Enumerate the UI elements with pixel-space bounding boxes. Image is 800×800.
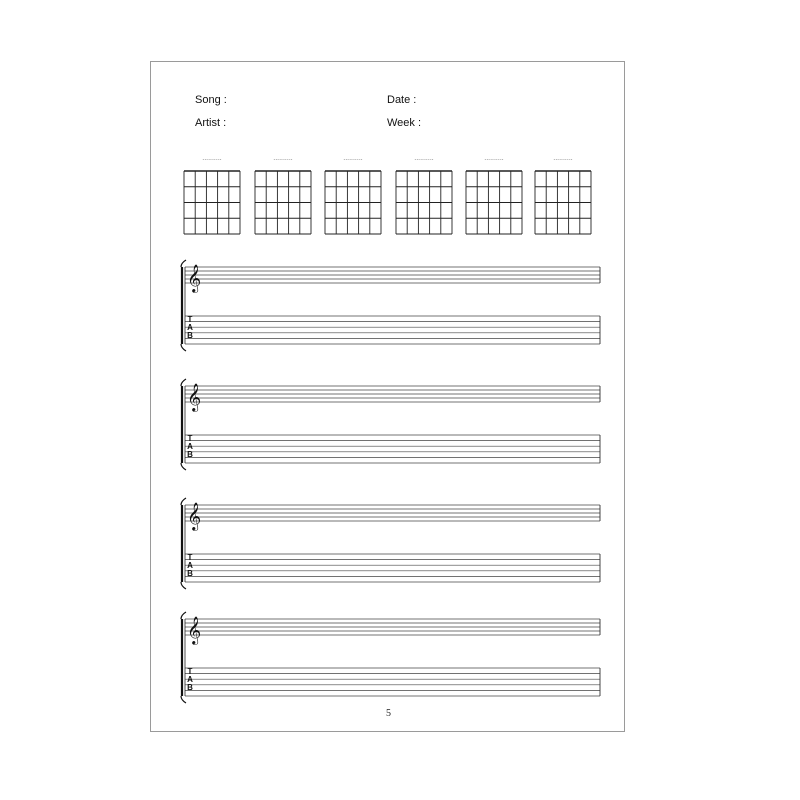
chord-box [535, 155, 591, 234]
staff-system [181, 379, 600, 470]
week-label: Week : [387, 117, 422, 129]
tab-letter: T [187, 553, 193, 562]
treble-clef-icon: 𝄞 [187, 383, 202, 411]
tab-letter: A [187, 323, 193, 332]
bracket-top-hook [181, 260, 186, 267]
tab-letter: B [187, 331, 193, 340]
songbook-page [150, 61, 625, 732]
artist-label: Artist : [195, 117, 227, 129]
staff-system [181, 498, 600, 589]
staff-system [181, 260, 600, 351]
chord-name-placeholder: .......... [414, 155, 434, 162]
bracket-top-hook [181, 612, 186, 619]
tab-letter: T [187, 315, 193, 324]
chord-box [325, 155, 381, 234]
bracket-top-hook [181, 498, 186, 505]
treble-clef-icon: 𝄞 [187, 616, 202, 644]
chord-name-placeholder: .......... [553, 155, 573, 162]
date-label: Date : [387, 94, 417, 106]
treble-clef-icon: 𝄞 [187, 502, 202, 530]
tab-letter: B [187, 450, 193, 459]
treble-clef-icon: 𝄞 [187, 264, 202, 292]
tab-letter: A [187, 675, 193, 684]
chord-box [396, 155, 452, 234]
staff-system [181, 612, 600, 703]
tab-letter: B [187, 569, 193, 578]
tab-letter: A [187, 442, 193, 451]
chord-box [184, 155, 240, 234]
bracket-bottom-hook [181, 582, 186, 589]
tab-letter: B [187, 683, 193, 692]
music-sheet-graphics [151, 62, 626, 733]
tab-letter: T [187, 667, 193, 676]
tab-letter: T [187, 434, 193, 443]
chord-name-placeholder: .......... [484, 155, 504, 162]
chord-name-placeholder: .......... [343, 155, 363, 162]
page-number: 5 [386, 708, 391, 719]
song-label: Song : [195, 94, 227, 106]
chord-name-placeholder: .......... [202, 155, 222, 162]
bracket-top-hook [181, 379, 186, 386]
chord-box [466, 155, 522, 234]
chord-box [255, 155, 311, 234]
bracket-bottom-hook [181, 696, 186, 703]
chord-name-placeholder: .......... [273, 155, 293, 162]
bracket-bottom-hook [181, 344, 186, 351]
bracket-bottom-hook [181, 463, 186, 470]
tab-letter: A [187, 561, 193, 570]
